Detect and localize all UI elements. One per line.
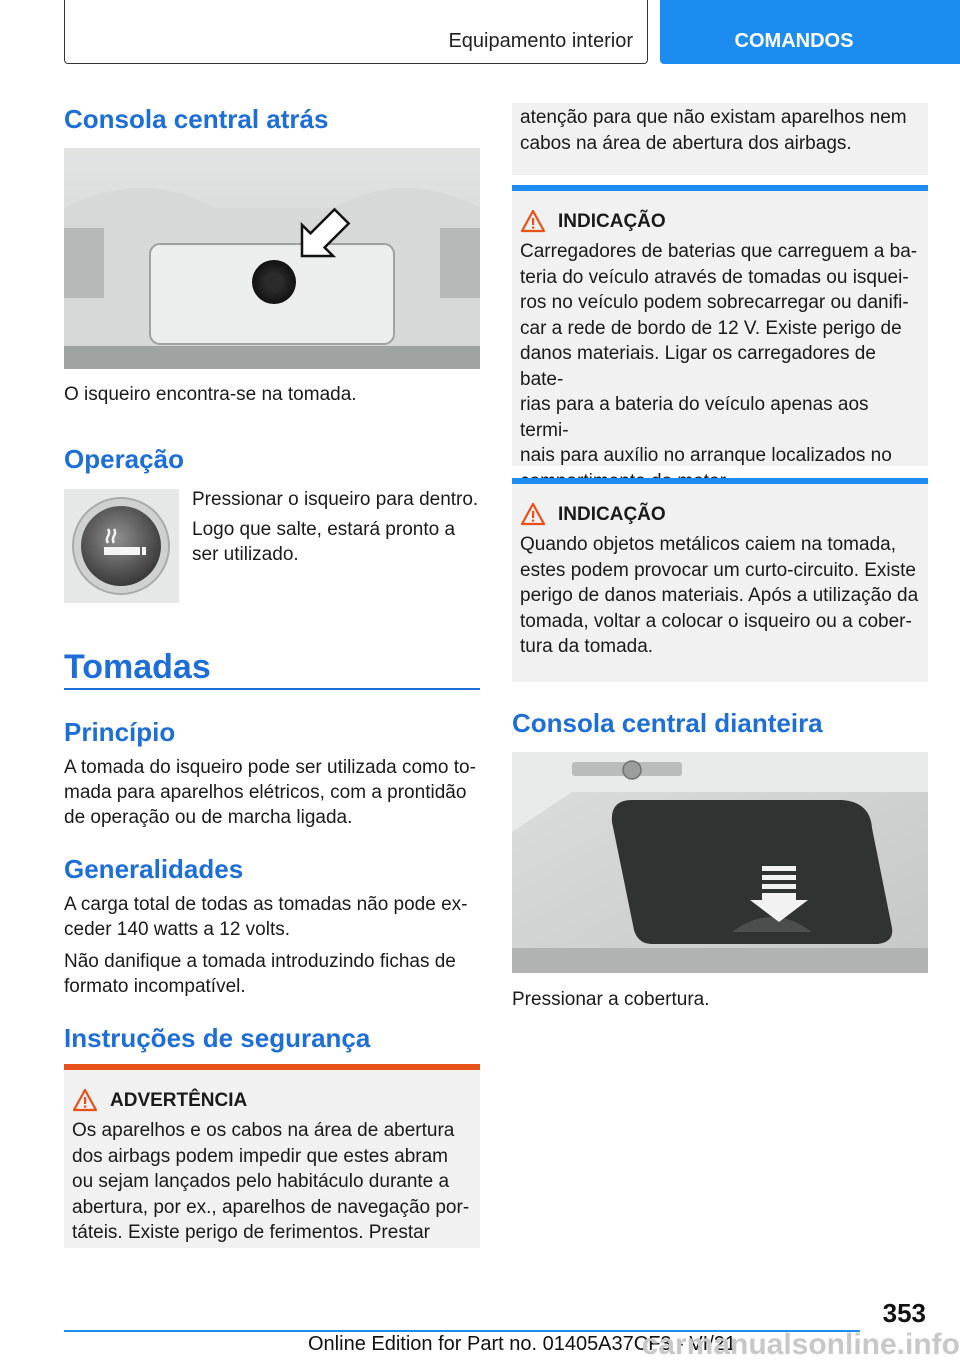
heading-general: Generalidades xyxy=(64,854,244,884)
warning-cont-line-2: cabos na área de abertura dos airbags. xyxy=(520,132,852,154)
general-line-2: ceder 140 watts a 12 volts. xyxy=(64,919,291,940)
footer-watermark: carmanualsonline.info xyxy=(641,1328,960,1361)
heading-rear-console: Consola central atrás xyxy=(64,104,329,134)
warning-title: ADVERTÊNCIA xyxy=(110,1090,248,1111)
notice2-line-2: estes podem provocar um curto-circuito. Existe xyxy=(520,559,916,581)
caption-front-console: Pressionar a cobertura. xyxy=(512,989,710,1010)
warning-triangle-icon xyxy=(520,209,546,233)
warning-title-row xyxy=(110,1088,480,1114)
notice-title-row-1 xyxy=(558,209,928,235)
principle-line-3: de operação ou de marcha ligada. xyxy=(64,807,353,828)
operation-text-1: Pressionar o isqueiro para dentro. xyxy=(192,489,479,510)
operation-text-2b: ser utilizado. xyxy=(192,544,299,565)
warning-cont-line-1: atenção para que não existam aparelhos nem xyxy=(520,107,907,128)
heading-principle: Princípio xyxy=(64,717,176,747)
caption-rear-console: O isqueiro encontra-se na tomada. xyxy=(64,384,357,405)
notice-title-1: INDICAÇÃO xyxy=(558,211,666,232)
operation-text-2a: Logo que salte, estará pronto a xyxy=(192,519,456,540)
heading-front-console: Consola central dianteira xyxy=(512,708,823,738)
warning-box xyxy=(64,1064,480,1248)
general-line-4: formato incompatível. xyxy=(64,976,246,997)
principle-line-2: mada para aparelhos elétricos, com a prontidão xyxy=(64,782,467,803)
notice1-line-3: ros no veículo podem sobrecarregar ou danifi- xyxy=(520,292,909,313)
notice-box-1 xyxy=(512,185,928,466)
footer-edition: Online Edition for Part no. 01405A37CF3 - VI/21 xyxy=(308,1333,737,1355)
notice2-line-3: perigo de danos materiais. Após a utilização da xyxy=(520,585,919,606)
notice-bar-2 xyxy=(512,478,928,484)
notice-title-2: INDICAÇÃO xyxy=(558,504,666,525)
warning-line-4: abertura, por ex., aparelhos de navegação por- xyxy=(72,1196,470,1218)
notice2-line-1: Quando objetos metálicos caiem na tomada, xyxy=(520,534,896,555)
notice1-line-2: teria do veículo através de tomadas ou isquei- xyxy=(520,266,909,288)
notice1-line-6: rias para a bateria do veículo apenas aos termi- xyxy=(520,394,869,441)
notice1-line-4: car a rede de bordo de 12 V. Existe perigo de xyxy=(520,317,902,339)
image-rear-console xyxy=(64,148,480,369)
warning-line-2: dos airbags podem impedir que estes abram xyxy=(72,1145,448,1167)
notice1-line-1: Carregadores de baterias que carreguem a ba- xyxy=(520,241,918,262)
header-chapter-tab xyxy=(660,0,960,64)
notice-box-2 xyxy=(512,478,928,682)
notice1-line-7: nais para auxílio no arranque localizados no xyxy=(520,445,892,466)
divider-sockets xyxy=(64,688,480,690)
heading-sockets: Tomadas xyxy=(64,648,211,686)
notice-bar-1 xyxy=(512,185,928,191)
header-section-box xyxy=(64,0,648,64)
notice2-line-4: tomada, voltar a colocar o isqueiro ou a cober- xyxy=(520,610,912,632)
heading-operation: Operação xyxy=(64,444,184,474)
warning-triangle-icon xyxy=(520,502,546,526)
warning-line-1: Os aparelhos e os cabos na área de abertura xyxy=(72,1120,455,1141)
image-lighter-button xyxy=(64,489,179,603)
heading-safety: Instruções de segurança xyxy=(64,1023,371,1053)
header-chapter-title: COMANDOS xyxy=(734,30,854,52)
principle-line-1: A tomada do isqueiro pode ser utilizada como to- xyxy=(64,757,476,778)
general-line-1: A carga total de todas as tomadas não pode ex- xyxy=(64,894,468,915)
header-section-title: Equipamento interior xyxy=(448,30,633,52)
warning-line-5: táteis. Existe perigo de ferimentos. Prestar xyxy=(72,1222,430,1243)
notice2-line-5: tura da tomada. xyxy=(520,636,654,657)
notice-title-row-2 xyxy=(558,502,928,528)
general-line-3: Não danifique a tomada introduzindo fichas de xyxy=(64,951,456,972)
warning-line-3: ou sejam lançados pelo habitáculo durante a xyxy=(72,1171,450,1192)
page-number: 353 xyxy=(882,1298,926,1328)
notice1-line-5: danos materiais. Ligar os carregadores de bate- xyxy=(520,343,876,390)
image-front-console xyxy=(512,752,928,973)
warning-bar xyxy=(64,1064,480,1070)
warning-triangle-icon xyxy=(72,1088,98,1112)
warning-box-continued xyxy=(512,103,928,175)
